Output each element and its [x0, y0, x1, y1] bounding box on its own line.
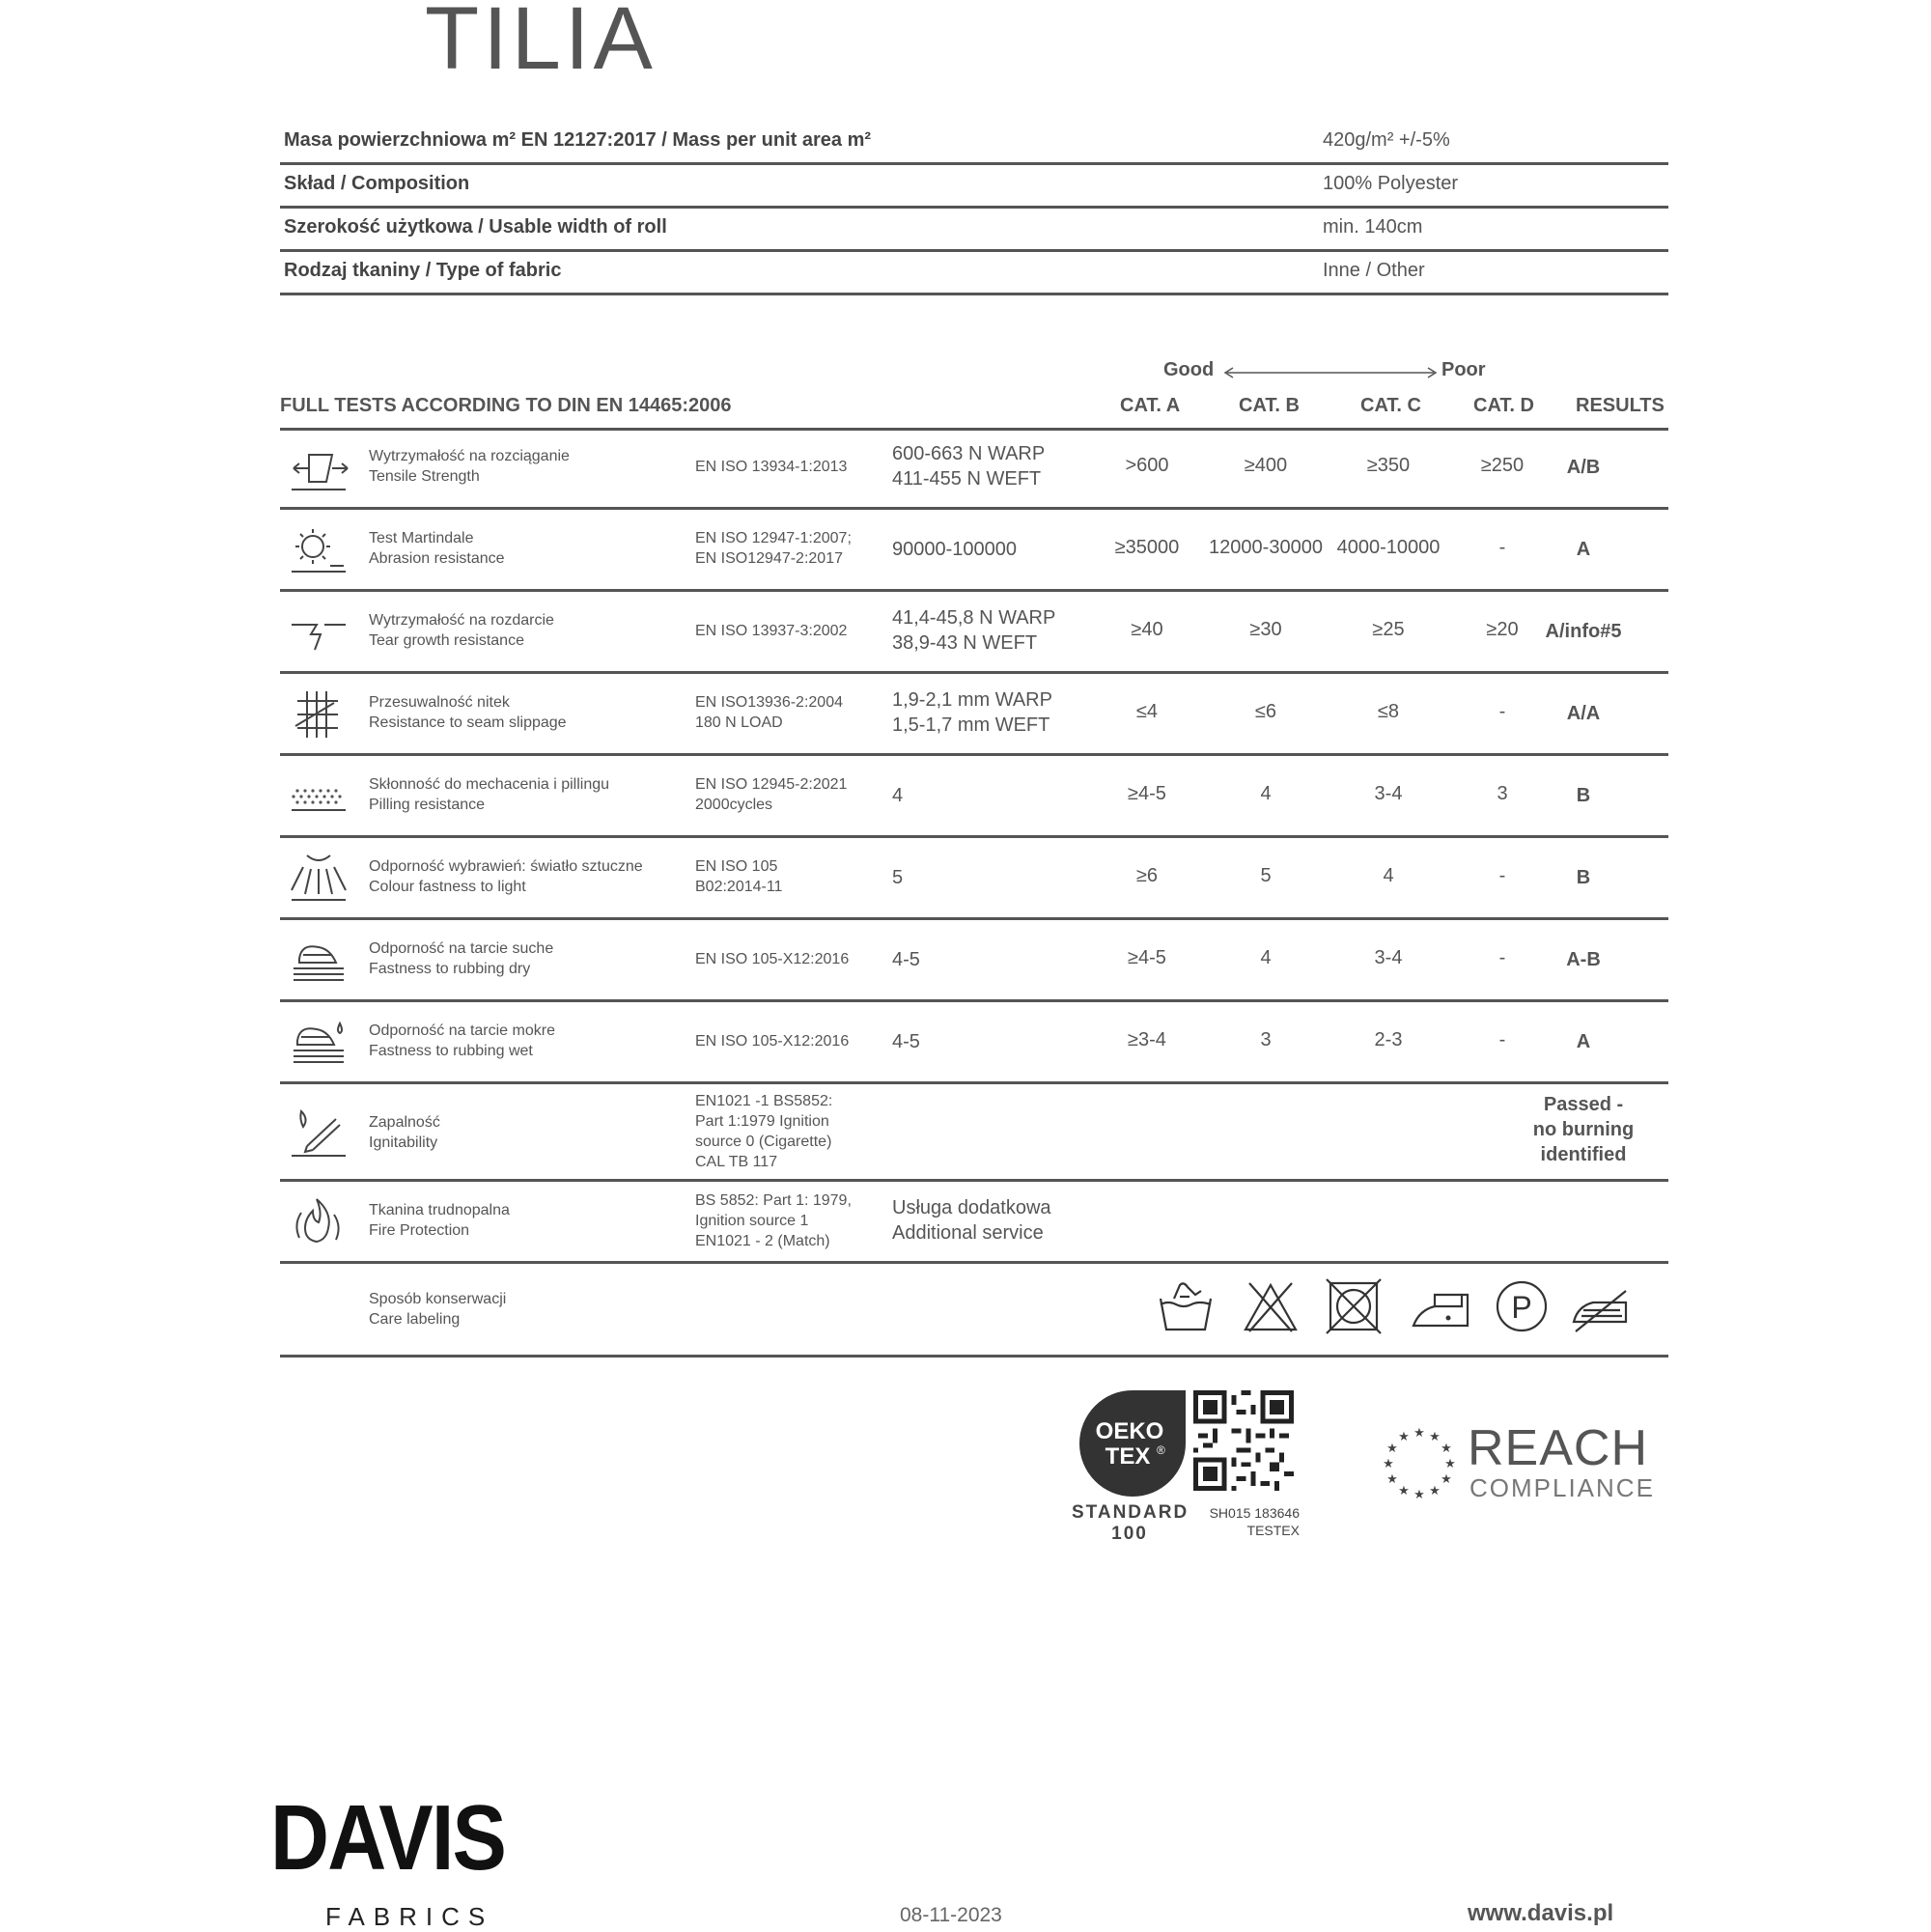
svg-text:★: ★	[1441, 1472, 1452, 1487]
test-standard: EN ISO13936-2:2004	[695, 694, 843, 711]
test-rating: B	[1576, 785, 1591, 806]
col-cat-d: CAT. D	[1473, 395, 1534, 416]
care-name-pl: Sposób konserwacji	[369, 1291, 507, 1307]
test-rating: B	[1576, 867, 1591, 888]
cat-b-value: 3	[1260, 1029, 1272, 1050]
no-tumble-dry-icon	[1325, 1277, 1383, 1335]
svg-text:P: P	[1511, 1290, 1532, 1325]
scale-poor-label: Poor	[1441, 359, 1486, 380]
table-row	[280, 920, 1668, 1002]
test-standard: Part 1:1979 Ignition	[695, 1113, 829, 1130]
test-standard: EN ISO 105	[695, 858, 778, 875]
cat-d-value: ≥250	[1480, 455, 1525, 476]
cat-a-value: >600	[1125, 455, 1169, 476]
test-standard: Ignition source 1	[695, 1213, 809, 1229]
tests-header	[280, 391, 1668, 431]
standard-text: STANDARD	[1072, 1502, 1189, 1523]
spec-value: 100% Polyester	[1323, 173, 1459, 194]
spec-row	[280, 122, 1668, 165]
svg-text:★: ★	[1413, 1488, 1425, 1502]
rubbing-wet-icon	[288, 1016, 350, 1070]
test-name-en: Pilling resistance	[369, 797, 486, 813]
test-name-en: Colour fastness to light	[369, 879, 526, 895]
test-name-en: Tear growth resistance	[369, 632, 524, 649]
spec-value: Inne / Other	[1323, 260, 1425, 281]
table-row	[280, 838, 1668, 920]
certificate-institute: TESTEX	[1246, 1523, 1300, 1538]
test-standard: EN ISO 12947-1:2007;	[695, 530, 852, 546]
hand-wash-icon	[1157, 1277, 1215, 1335]
oeko-standard-label	[1072, 1502, 1188, 1545]
cat-b-value: ≥30	[1249, 619, 1282, 640]
care-icons	[1157, 1277, 1581, 1345]
pilling-icon	[288, 770, 350, 824]
spec-table	[280, 122, 1668, 295]
test-result: 5	[892, 867, 904, 888]
test-name-pl: Skłonność do mechacenia i pillingu	[369, 776, 610, 793]
svg-text:★: ★	[1386, 1472, 1398, 1487]
spec-value: min. 140cm	[1323, 216, 1423, 238]
table-row	[280, 756, 1668, 838]
svg-text:★: ★	[1398, 1484, 1410, 1498]
iron-low-icon	[1410, 1277, 1471, 1335]
test-rating: A	[1576, 539, 1591, 560]
test-standard: EN ISO 105-X12:2016	[695, 1033, 850, 1050]
davis-logo: DAVIS	[270, 1786, 506, 1890]
cat-d-value: -	[1498, 537, 1506, 558]
test-result: 90000-100000	[892, 539, 1018, 560]
test-standard: 2000cycles	[695, 797, 773, 813]
abrasion-icon	[288, 523, 350, 577]
tests-table	[280, 428, 1668, 1358]
cat-c-value: ≥25	[1372, 619, 1405, 640]
cat-d-value: -	[1498, 1029, 1506, 1050]
oeko-line2: TEX	[1105, 1443, 1151, 1470]
svg-text:★: ★	[1429, 1484, 1441, 1498]
test-standard: BS 5852: Part 1: 1979,	[695, 1192, 852, 1209]
test-standard: EN ISO 13934-1:2013	[695, 459, 848, 475]
compliance-text: COMPLIANCE	[1469, 1473, 1655, 1502]
cat-b-value: 5	[1260, 865, 1272, 886]
test-name-en: Abrasion resistance	[369, 550, 505, 567]
table-row	[280, 510, 1668, 592]
tensile-strength-icon	[288, 441, 350, 495]
spec-label: Skład / Composition	[284, 173, 470, 194]
spec-row	[280, 209, 1668, 252]
test-rating: A/info#5	[1545, 621, 1622, 642]
test-rating: A	[1576, 1031, 1591, 1052]
test-name-pl: Wytrzymałość na rozdarcie	[369, 612, 554, 629]
test-result: Additional service	[892, 1222, 1044, 1244]
test-standard: 180 N LOAD	[695, 714, 783, 731]
table-row	[280, 428, 1668, 510]
cat-b-value: 4	[1260, 947, 1272, 968]
cat-b-value: ≤6	[1254, 701, 1277, 722]
document-date: 08-11-2023	[900, 1904, 1002, 1926]
test-result: 600-663 N WARP	[892, 443, 1046, 464]
test-result: 411-455 N WEFT	[892, 468, 1042, 490]
double-arrow-icon	[1221, 365, 1440, 380]
test-standard: EN1021 - 2 (Match)	[695, 1233, 830, 1249]
test-result: 1,5-1,7 mm WEFT	[892, 714, 1050, 736]
test-rating: Passed -	[1543, 1094, 1624, 1115]
test-name-en: Fastness to rubbing wet	[369, 1043, 533, 1059]
table-row	[280, 1182, 1668, 1264]
cat-d-value: ≥20	[1486, 619, 1519, 640]
test-name-pl: Przesuwalność nitek	[369, 694, 510, 711]
svg-text:★: ★	[1413, 1426, 1425, 1441]
test-name-pl: Wytrzymałość na rozciąganie	[369, 448, 570, 464]
cat-d-value: -	[1498, 701, 1506, 722]
svg-text:★: ★	[1429, 1430, 1441, 1444]
table-row	[280, 674, 1668, 756]
test-name-en: Fastness to rubbing dry	[369, 961, 531, 977]
test-name-pl: Test Martindale	[369, 530, 474, 546]
test-result: 4-5	[892, 949, 920, 970]
test-name-en: Resistance to seam slippage	[369, 714, 567, 731]
cat-b-value: 4	[1260, 783, 1272, 804]
test-result: Usługa dodatkowa	[892, 1197, 1051, 1218]
test-name-pl: Odporność wybrawień: światło sztuczne	[369, 858, 643, 875]
oeko-tex-logo	[1079, 1390, 1186, 1497]
cat-d-value: -	[1498, 947, 1506, 968]
test-standard: EN ISO 105-X12:2016	[695, 951, 850, 967]
fire-icon	[288, 1195, 350, 1249]
certificate-number: SH015 183646	[1209, 1505, 1300, 1521]
svg-text:★: ★	[1398, 1430, 1410, 1444]
svg-text:★: ★	[1441, 1442, 1452, 1456]
test-result: 38,9-43 N WEFT	[892, 632, 1038, 654]
col-cat-b: CAT. B	[1239, 395, 1300, 416]
test-standard: source 0 (Cigarette)	[695, 1134, 832, 1150]
test-standard: CAL TB 117	[695, 1154, 778, 1170]
cat-a-value: ≥6	[1135, 865, 1159, 886]
test-result: 1,9-2,1 mm WARP	[892, 689, 1052, 711]
dry-clean-p-icon	[1493, 1277, 1551, 1335]
cat-c-value: ≤8	[1377, 701, 1400, 722]
rubbing-dry-icon	[288, 934, 350, 988]
col-cat-a: CAT. A	[1120, 395, 1181, 416]
qr-code	[1193, 1390, 1294, 1491]
oeko-line1: OEKO	[1095, 1418, 1164, 1444]
page-title: TILIA	[425, 0, 657, 88]
cat-a-value: ≥40	[1131, 619, 1163, 640]
test-result: 4	[892, 785, 904, 806]
cat-d-value: -	[1498, 865, 1506, 886]
cat-c-value: 2-3	[1374, 1029, 1403, 1050]
tear-icon	[288, 605, 350, 659]
test-rating: identified	[1540, 1144, 1627, 1165]
care-name-en: Care labeling	[369, 1311, 461, 1328]
test-name-pl: Zapalność	[369, 1114, 440, 1131]
cat-b-value: ≥400	[1244, 455, 1288, 476]
test-standard: EN ISO12947-2:2017	[695, 550, 843, 567]
test-result: 41,4-45,8 N WARP	[892, 607, 1056, 629]
cat-a-value: ≤4	[1135, 701, 1159, 722]
table-row	[280, 1084, 1668, 1182]
tests-title: FULL TESTS ACCORDING TO DIN EN 14465:2006	[280, 395, 732, 416]
website-link[interactable]: www.davis.pl	[1468, 1900, 1614, 1926]
cat-d-value: 3	[1497, 783, 1508, 804]
spec-label: Szerokość użytkowa / Usable width of roll	[284, 216, 667, 238]
spec-row	[280, 252, 1668, 295]
test-name-pl: Tkanina trudnopalna	[369, 1202, 510, 1218]
standard-number: 100	[1111, 1524, 1148, 1544]
cat-c-value: 4000-10000	[1336, 537, 1441, 558]
seam-slippage-icon	[288, 687, 350, 742]
reach-text: REACH	[1468, 1420, 1649, 1476]
test-standard: EN1021 -1 BS5852:	[695, 1093, 833, 1109]
spec-value: 420g/m² +/-5%	[1323, 129, 1450, 151]
no-steam-icon	[1570, 1277, 1632, 1335]
good-poor-scale	[1163, 359, 1492, 388]
test-rating: A/B	[1566, 457, 1601, 478]
col-results: RESULTS	[1576, 395, 1665, 416]
reach-compliance-logo	[1381, 1419, 1670, 1516]
light-fastness-icon	[288, 852, 350, 906]
test-standard: B02:2014-11	[695, 879, 783, 895]
col-cat-c: CAT. C	[1360, 395, 1421, 416]
spec-label: Masa powierzchniowa m² EN 12127:2017 / Mass per unit area m²	[284, 129, 872, 151]
spec-label: Rodzaj tkaniny / Type of fabric	[284, 260, 562, 281]
davis-logo-sub: FABRICS	[325, 1902, 494, 1931]
certificate-info	[1193, 1504, 1300, 1539]
cat-a-value: ≥4-5	[1128, 783, 1166, 804]
scale-good-label: Good	[1163, 359, 1215, 380]
test-name-en: Fire Protection	[369, 1222, 470, 1239]
svg-text:★: ★	[1386, 1442, 1398, 1456]
table-row	[280, 592, 1668, 674]
test-result: 4-5	[892, 1031, 920, 1052]
test-rating: A/A	[1566, 703, 1601, 724]
cat-a-value: ≥4-5	[1128, 947, 1166, 968]
test-rating: A-B	[1566, 949, 1601, 970]
cat-c-value: 3-4	[1374, 783, 1403, 804]
table-row	[280, 1002, 1668, 1084]
test-standard: EN ISO 12945-2:2021	[695, 776, 848, 793]
test-rating: no burning	[1532, 1119, 1635, 1140]
no-bleach-icon	[1242, 1277, 1300, 1335]
cat-c-value: 4	[1383, 865, 1394, 886]
svg-text:★: ★	[1444, 1457, 1456, 1471]
test-name-en: Ignitability	[369, 1134, 438, 1151]
cat-a-value: ≥3-4	[1128, 1029, 1166, 1050]
cat-c-value: 3-4	[1374, 947, 1403, 968]
oeko-registered: ®	[1157, 1443, 1165, 1457]
cat-c-value: ≥350	[1366, 455, 1411, 476]
test-name-pl: Odporność na tarcie suche	[369, 940, 554, 957]
cat-b-value: 12000-30000	[1209, 537, 1323, 558]
test-name-en: Tensile Strength	[369, 468, 480, 485]
spec-row	[280, 165, 1668, 209]
test-standard: EN ISO 13937-3:2002	[695, 623, 848, 639]
ignitability-icon	[288, 1106, 350, 1160]
test-name-pl: Odporność na tarcie mokre	[369, 1022, 555, 1039]
care-labeling-row	[280, 1264, 1668, 1358]
svg-text:★: ★	[1383, 1457, 1394, 1471]
eu-stars-icon	[1381, 1425, 1458, 1502]
cat-a-value: ≥35000	[1114, 537, 1180, 558]
